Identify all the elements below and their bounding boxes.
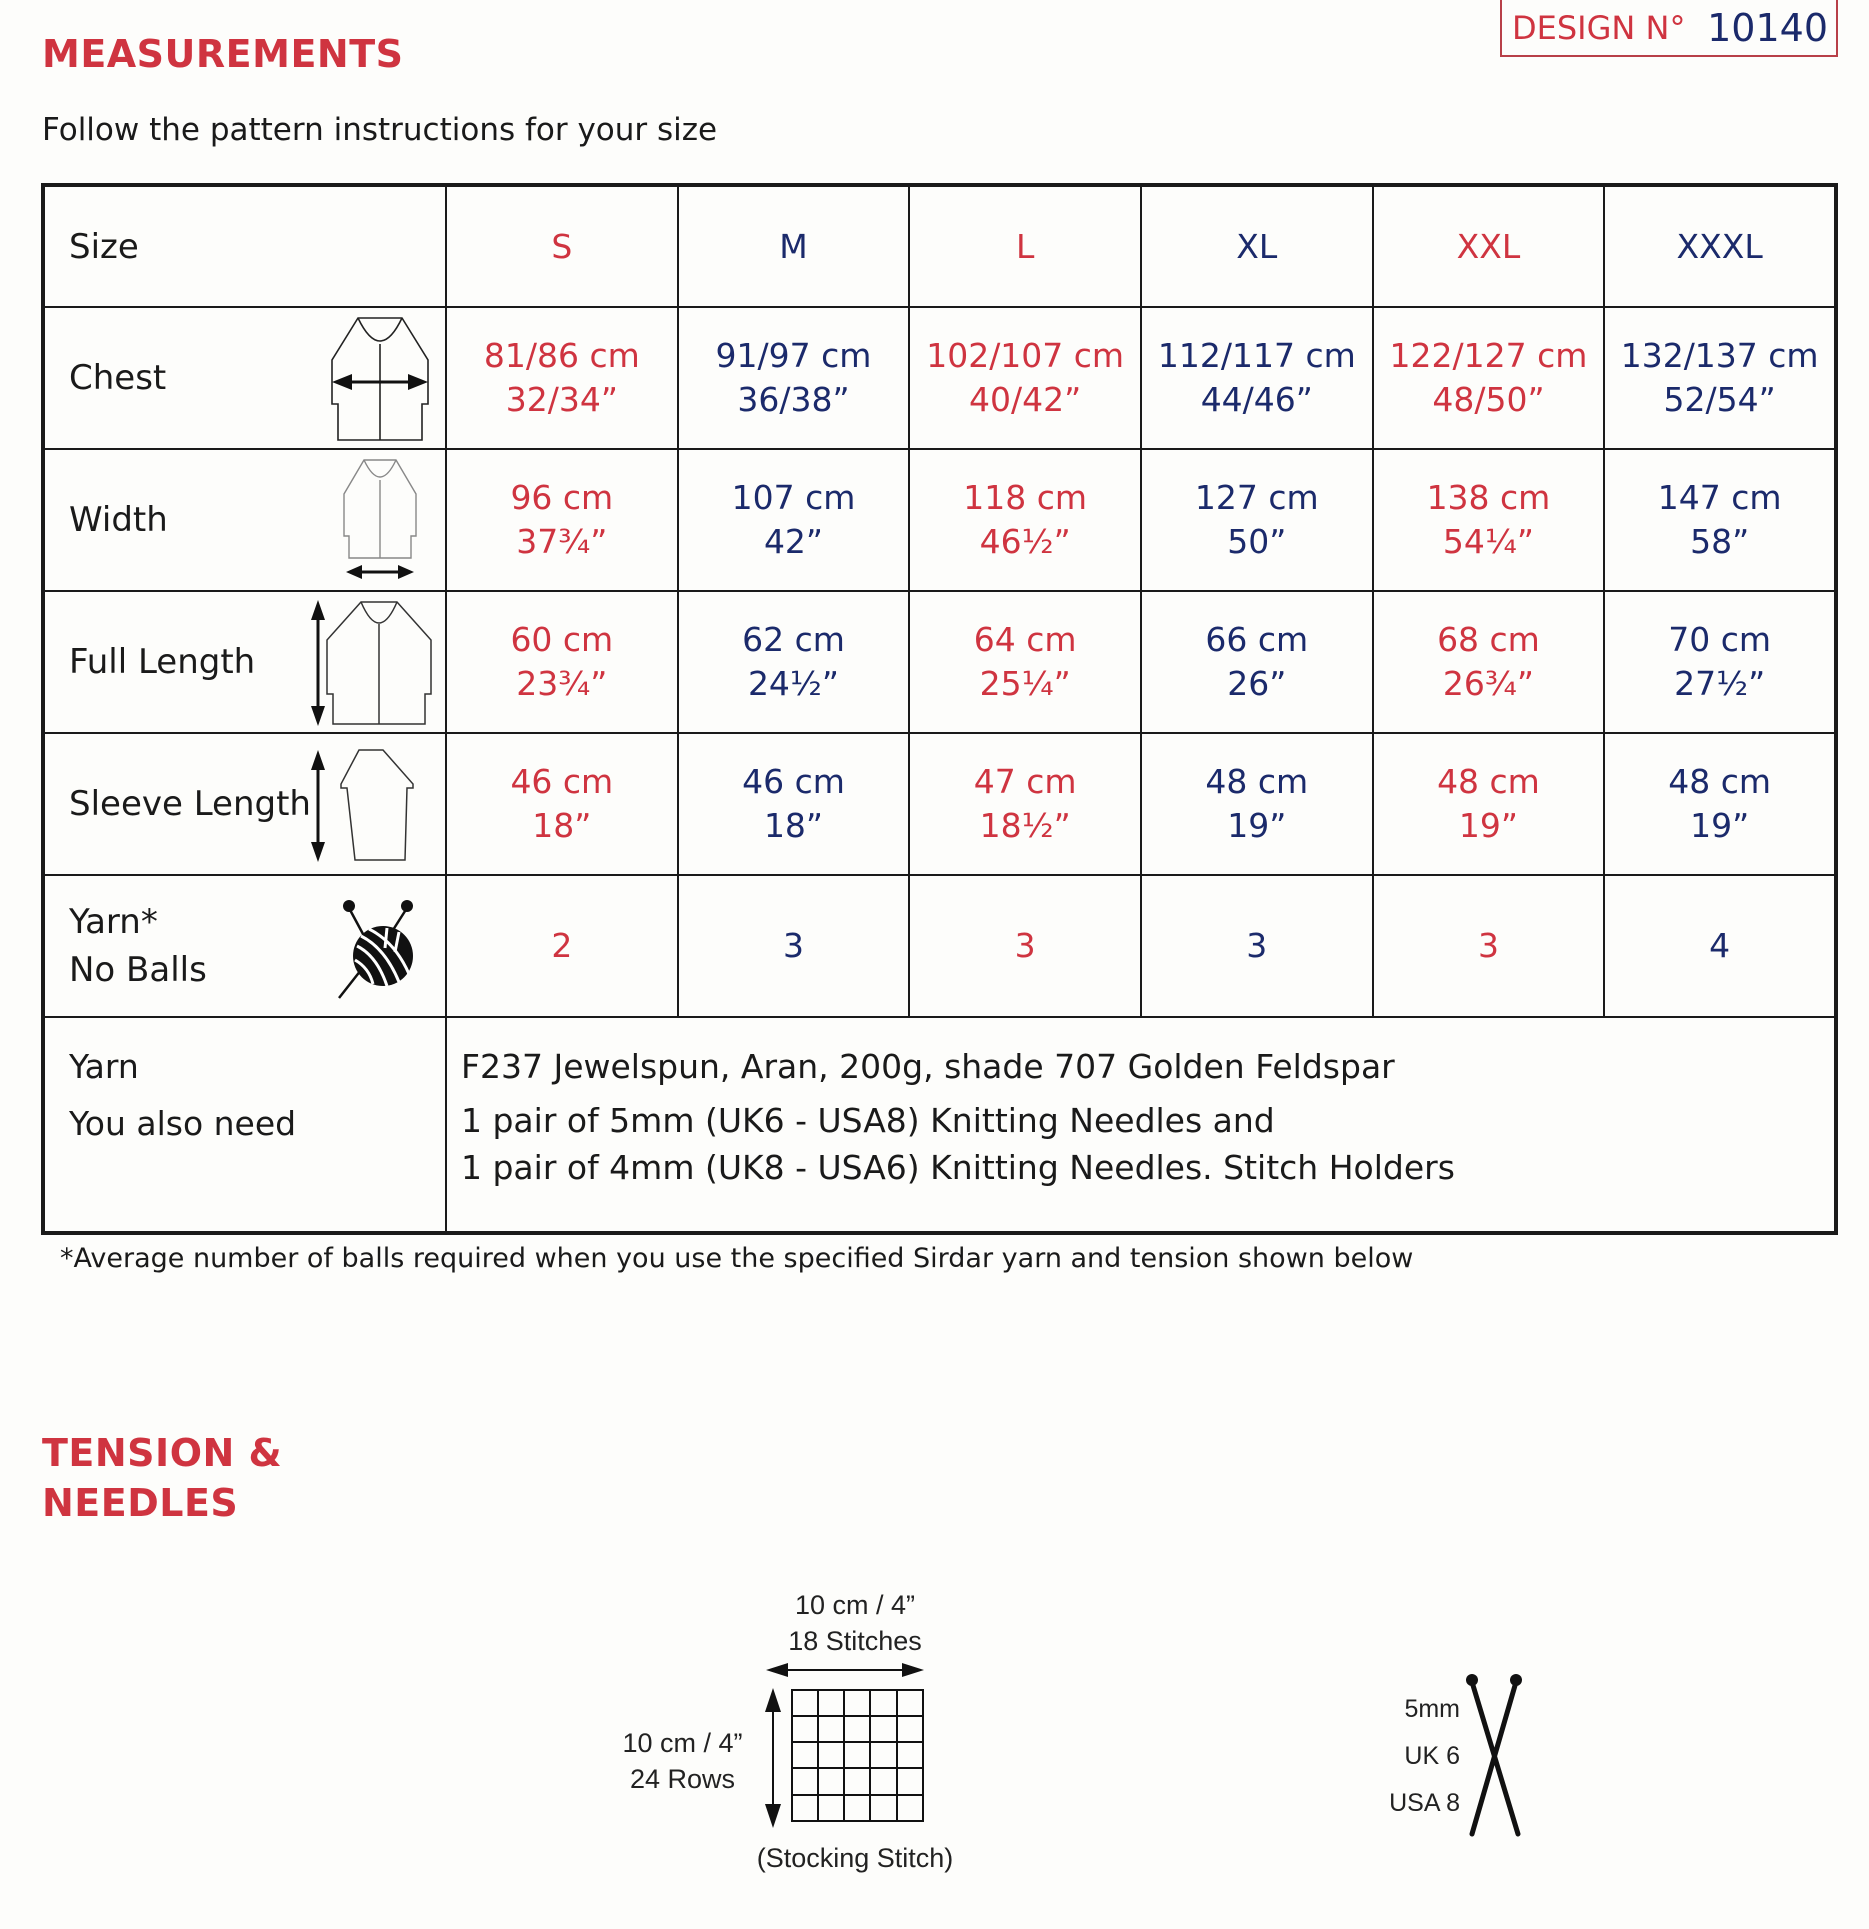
yarn-balls-value-cell <box>1141 875 1373 1017</box>
row-label: Full Length <box>69 642 256 682</box>
design-number-box <box>1500 0 1838 57</box>
balls-count: 3 <box>1477 926 1499 965</box>
design-number-value: 10140 <box>1707 5 1828 50</box>
row-label: Chest <box>69 358 167 398</box>
value-cm: 66 cm <box>1205 620 1309 659</box>
value-inches: 50” <box>1227 522 1287 561</box>
value-inches: 19” <box>1458 806 1518 845</box>
value-inches: 36/38” <box>737 380 850 419</box>
sleeve-length-row <box>43 733 1836 875</box>
size-header-row <box>43 185 1836 307</box>
value-inches: 46½” <box>979 522 1071 561</box>
value-cm: 112/117 cm <box>1157 336 1356 375</box>
row-label: Sleeve Length <box>69 784 311 824</box>
chest-value-cell <box>1604 307 1836 449</box>
yarn-balls-value-cell <box>678 875 910 1017</box>
measurements-table <box>41 183 1838 1235</box>
balls-count: 2 <box>551 926 573 965</box>
value-cm: 68 cm <box>1437 620 1540 659</box>
value-cm: 81/86 cm <box>483 336 640 375</box>
full-length-value-cell <box>678 591 910 733</box>
knitting-needles-icon <box>1460 1670 1530 1840</box>
also-need-line: 1 pair of 5mm (UK6 - USA8) Knitting Needles and <box>461 1101 1275 1140</box>
value-inches: 44/46” <box>1200 380 1313 419</box>
value-cm: 122/127 cm <box>1389 336 1588 375</box>
needle-size-mm: 5mm <box>1404 1695 1460 1723</box>
size-column-header: XXXL <box>1604 185 1836 307</box>
size-column-header: XXL <box>1373 185 1605 307</box>
size-column-header: XL <box>1141 185 1373 307</box>
value-inches: 23¾” <box>516 664 608 703</box>
value-inches: 26¾” <box>1442 664 1534 703</box>
cardigan-width-icon <box>338 458 422 586</box>
value-inches: 58” <box>1690 522 1750 561</box>
value-inches: 19” <box>1227 806 1287 845</box>
row-label-cell <box>43 875 446 1017</box>
value-inches: 40/42” <box>969 380 1082 419</box>
sleeve-length-value-cell <box>446 733 678 875</box>
row-label-cell <box>43 591 446 733</box>
cardigan-length-icon <box>305 598 437 728</box>
row-label: Width <box>69 500 168 540</box>
value-cm: 48 cm <box>1437 762 1540 801</box>
value-cm: 47 cm <box>973 762 1077 801</box>
sleeve-length-icon <box>307 748 419 864</box>
row-label-cell <box>43 307 446 449</box>
value-cm: 102/107 cm <box>926 336 1125 375</box>
row-label-cell <box>43 733 446 875</box>
value-inches: 32/34” <box>505 380 618 419</box>
sleeve-length-value-cell <box>1141 733 1373 875</box>
row-label-cell <box>43 449 446 591</box>
value-inches: 37¾” <box>516 522 608 561</box>
yarn-balls-row <box>43 875 1836 1017</box>
swatch-height-label: 10 cm / 4” 24 Rows <box>622 1728 743 1794</box>
value-inches: 52/54” <box>1663 380 1776 419</box>
value-cm: 46 cm <box>742 762 845 801</box>
measurements-heading: MEASUREMENTS <box>42 32 404 76</box>
full-length-value-cell <box>1604 591 1836 733</box>
yarn-balls-value-cell <box>909 875 1141 1017</box>
value-cm: 138 cm <box>1426 478 1551 517</box>
chest-value-cell <box>446 307 678 449</box>
value-cm: 127 cm <box>1194 478 1319 517</box>
needle-size-usa: USA 8 <box>1389 1789 1460 1817</box>
value-cm: 132/137 cm <box>1620 336 1819 375</box>
balls-count: 3 <box>1246 926 1268 965</box>
value-cm: 118 cm <box>963 478 1088 517</box>
width-value-cell <box>1604 449 1836 591</box>
value-inches: 27½” <box>1674 664 1766 703</box>
swatch-width-label: 10 cm / 4” 18 Stitches <box>788 1590 922 1656</box>
value-inches: 42” <box>763 522 824 561</box>
value-cm: 107 cm <box>731 478 856 517</box>
value-cm: 60 cm <box>510 620 614 659</box>
chest-value-cell <box>909 307 1141 449</box>
value-inches: 48/50” <box>1432 380 1545 419</box>
instructions-subtitle: Follow the pattern instructions for your size <box>42 112 718 148</box>
row-label: Yarn* No Balls <box>69 902 207 990</box>
width-value-cell <box>909 449 1141 591</box>
full-length-row <box>43 591 1836 733</box>
size-column-header: S <box>446 185 678 307</box>
design-number-label: DESIGN N° <box>1512 8 1686 47</box>
size-column-header: M <box>678 185 910 307</box>
full-length-value-cell <box>909 591 1141 733</box>
yarn-info-values <box>446 1017 1836 1233</box>
width-value-cell <box>1373 449 1605 591</box>
stitch-type-label: (Stocking Stitch) <box>756 1843 954 1873</box>
size-label-cell <box>43 185 446 307</box>
value-cm: 147 cm <box>1657 478 1782 517</box>
sleeve-length-value-cell <box>1373 733 1605 875</box>
width-row <box>43 449 1836 591</box>
balls-count: 3 <box>1014 926 1036 965</box>
yarn-info-labels <box>43 1017 446 1233</box>
value-cm: 46 cm <box>510 762 614 801</box>
stitch-grid <box>792 1690 923 1821</box>
value-cm: 48 cm <box>1668 762 1772 801</box>
yarn-balls-value-cell <box>446 875 678 1017</box>
balls-count: 4 <box>1709 926 1731 965</box>
footnote: *Average number of balls required when you use the specified Sirdar yarn and tension shown below <box>60 1243 1414 1274</box>
needle-size-uk: UK 6 <box>1404 1742 1460 1770</box>
chest-value-cell <box>678 307 910 449</box>
size-label: Size <box>69 226 139 267</box>
value-inches: 18½” <box>979 806 1071 845</box>
chest-value-cell <box>1373 307 1605 449</box>
value-cm: 48 cm <box>1205 762 1309 801</box>
yarn-balls-value-cell <box>1373 875 1605 1017</box>
value-inches: 25¼” <box>979 664 1071 703</box>
sleeve-length-value-cell <box>1604 733 1836 875</box>
full-length-value-cell <box>1373 591 1605 733</box>
value-inches: 26” <box>1227 664 1287 703</box>
value-cm: 96 cm <box>510 478 614 517</box>
width-value-cell <box>678 449 910 591</box>
cardigan-chest-icon <box>328 316 432 444</box>
sleeve-length-value-cell <box>909 733 1141 875</box>
value-cm: 91/97 cm <box>715 336 872 375</box>
yarn-ball-needles-icon <box>337 896 421 1000</box>
value-inches: 18” <box>532 806 592 845</box>
yarn-value: F237 Jewelspun, Aran, 200g, shade 707 Golden Feldspar <box>461 1047 1395 1086</box>
tension-needles-heading: TENSION & NEEDLES <box>42 1431 283 1525</box>
width-value-cell <box>446 449 678 591</box>
size-column-header: L <box>909 185 1141 307</box>
balls-count: 3 <box>782 926 804 965</box>
value-cm: 64 cm <box>973 620 1077 659</box>
yarn-balls-value-cell <box>1604 875 1836 1017</box>
sleeve-length-value-cell <box>678 733 910 875</box>
value-inches: 24½” <box>747 664 840 703</box>
yarn-label: Yarn <box>69 1047 139 1086</box>
also-need-label: You also need <box>69 1104 297 1143</box>
value-inches: 19” <box>1690 806 1750 845</box>
value-cm: 62 cm <box>742 620 845 659</box>
tension-swatch-diagram <box>760 1660 930 1830</box>
full-length-value-cell <box>1141 591 1373 733</box>
chest-row <box>43 307 1836 449</box>
stitch-width-arrow <box>766 1663 924 1677</box>
row-height-arrow <box>765 1688 781 1828</box>
chest-value-cell <box>1141 307 1373 449</box>
yarn-info-row <box>43 1017 1836 1233</box>
value-cm: 70 cm <box>1668 620 1772 659</box>
also-need-line: 1 pair of 4mm (UK8 - USA6) Knitting Needles. Stitch Holders <box>461 1148 1455 1187</box>
full-length-value-cell <box>446 591 678 733</box>
value-inches: 18” <box>763 806 824 845</box>
width-value-cell <box>1141 449 1373 591</box>
value-inches: 54¼” <box>1442 522 1534 561</box>
